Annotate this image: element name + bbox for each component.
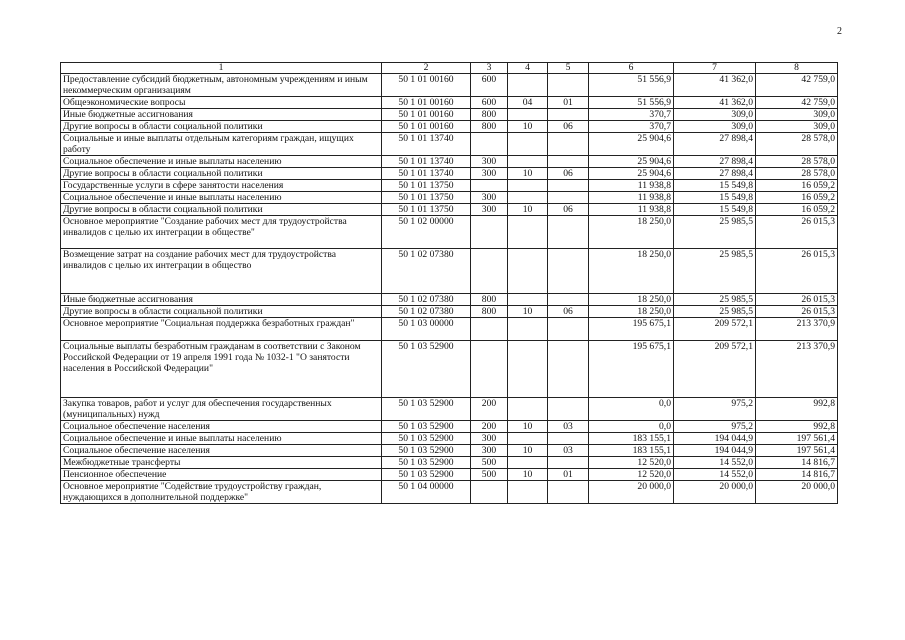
row-name: Социальные выплаты безработным гражданам в соответствии с Законом Российской Федерации от 19 апреля 1991 года № 1032-1 "О занятости населения в Российской Федерации": [61, 341, 382, 398]
amount-year-2: 194 044,9: [674, 445, 756, 457]
table-row: [61, 216, 838, 249]
subsection: [548, 457, 589, 469]
table-row: [61, 74, 838, 97]
amount-year-1: 195 675,1: [589, 318, 674, 341]
row-name: Иные бюджетные ассигнования: [61, 109, 382, 121]
section: [508, 457, 548, 469]
row-name: Возмещение затрат на создание рабочих мест для трудоустройства инвалидов с целью их интеграции в общество: [61, 249, 382, 294]
amount-year-2: 25 985,5: [674, 306, 756, 318]
section: [508, 294, 548, 306]
amount-year-3: 42 759,0: [756, 97, 838, 109]
table-row: [61, 180, 838, 192]
amount-year-3: 28 578,0: [756, 168, 838, 180]
target-code: 50 1 03 52900: [382, 421, 471, 433]
target-code: 50 1 01 13750: [382, 204, 471, 216]
amount-year-2: 14 552,0: [674, 457, 756, 469]
row-name: Иные бюджетные ассигнования: [61, 294, 382, 306]
section: [508, 318, 548, 341]
row-name: Основное мероприятие "Содействие трудоустройству граждан, нуждающихся в дополнительной поддержке": [61, 481, 382, 504]
target-code: 50 1 01 00160: [382, 109, 471, 121]
section: 10: [508, 469, 548, 481]
header-cell: 8: [756, 63, 838, 74]
subsection: 06: [548, 204, 589, 216]
amount-year-3: 992,8: [756, 421, 838, 433]
subsection: [548, 192, 589, 204]
header-cell: 7: [674, 63, 756, 74]
table-row: [61, 294, 838, 306]
row-name: Другие вопросы в области социальной политики: [61, 204, 382, 216]
header-cell: 2: [382, 63, 471, 74]
amount-year-3: 26 015,3: [756, 216, 838, 249]
amount-year-2: 27 898,4: [674, 156, 756, 168]
expense-type: 800: [471, 294, 508, 306]
section: [508, 192, 548, 204]
amount-year-1: 183 155,1: [589, 433, 674, 445]
table-row: [61, 469, 838, 481]
target-code: 50 1 04 00000: [382, 481, 471, 504]
budget-table: [60, 62, 838, 504]
amount-year-2: 975,2: [674, 421, 756, 433]
section: 10: [508, 421, 548, 433]
expense-type: 300: [471, 445, 508, 457]
amount-year-3: 28 578,0: [756, 133, 838, 156]
row-name: Закупка товаров, работ и услуг для обеспечения государственных (муниципальных) нужд: [61, 398, 382, 421]
expense-type: 300: [471, 433, 508, 445]
table-row: [61, 306, 838, 318]
amount-year-1: 18 250,0: [589, 249, 674, 294]
subsection: 06: [548, 121, 589, 133]
amount-year-2: 27 898,4: [674, 168, 756, 180]
amount-year-2: 14 552,0: [674, 469, 756, 481]
row-name: Предоставление субсидий бюджетным, автономным учреждениям и иным некоммерческим организациям: [61, 74, 382, 97]
table-row: [61, 421, 838, 433]
target-code: 50 1 01 00160: [382, 97, 471, 109]
table-row: [61, 133, 838, 156]
table-row: [61, 168, 838, 180]
subsection: 06: [548, 306, 589, 318]
row-name: Основное мероприятие "Социальная поддержка безработных граждан": [61, 318, 382, 341]
section: 04: [508, 97, 548, 109]
subsection: 03: [548, 421, 589, 433]
expense-type: 300: [471, 192, 508, 204]
section: 10: [508, 445, 548, 457]
section: [508, 133, 548, 156]
table-row: [61, 192, 838, 204]
amount-year-3: 14 816,7: [756, 457, 838, 469]
table-row: [61, 433, 838, 445]
expense-type: 200: [471, 398, 508, 421]
target-code: 50 1 02 07380: [382, 249, 471, 294]
target-code: 50 1 01 13740: [382, 168, 471, 180]
row-name: Межбюджетные трансферты: [61, 457, 382, 469]
amount-year-3: 213 370,9: [756, 318, 838, 341]
amount-year-1: 25 904,6: [589, 168, 674, 180]
target-code: 50 1 01 13740: [382, 133, 471, 156]
expense-type: 300: [471, 168, 508, 180]
subsection: [548, 433, 589, 445]
amount-year-2: 25 985,5: [674, 249, 756, 294]
target-code: 50 1 02 07380: [382, 306, 471, 318]
row-name: Основное мероприятие "Создание рабочих мест для трудоустройства инвалидов с целью их интеграции в обществе": [61, 216, 382, 249]
row-name: Социальное обеспечение и иные выплаты населению: [61, 433, 382, 445]
header-cell: 6: [589, 63, 674, 74]
amount-year-1: 12 520,0: [589, 457, 674, 469]
expense-type: [471, 216, 508, 249]
subsection: [548, 133, 589, 156]
amount-year-3: 28 578,0: [756, 156, 838, 168]
expense-type: 800: [471, 121, 508, 133]
amount-year-2: 309,0: [674, 109, 756, 121]
table-row: [61, 97, 838, 109]
amount-year-2: 41 362,0: [674, 97, 756, 109]
subsection: [548, 318, 589, 341]
expense-type: 500: [471, 469, 508, 481]
expense-type: [471, 481, 508, 504]
section: 10: [508, 306, 548, 318]
section: [508, 156, 548, 168]
amount-year-1: 25 904,6: [589, 156, 674, 168]
subsection: [548, 216, 589, 249]
target-code: 50 1 02 07380: [382, 294, 471, 306]
section: [508, 433, 548, 445]
subsection: [548, 180, 589, 192]
section: 10: [508, 204, 548, 216]
expense-type: [471, 180, 508, 192]
expense-type: 300: [471, 156, 508, 168]
row-name: Социальные и иные выплаты отдельным категориям граждан, ищущих работу: [61, 133, 382, 156]
amount-year-3: 42 759,0: [756, 74, 838, 97]
amount-year-1: 18 250,0: [589, 216, 674, 249]
expense-type: 300: [471, 204, 508, 216]
amount-year-1: 0,0: [589, 421, 674, 433]
amount-year-3: 309,0: [756, 121, 838, 133]
amount-year-3: 26 015,3: [756, 294, 838, 306]
amount-year-1: 370,7: [589, 109, 674, 121]
subsection: [548, 74, 589, 97]
target-code: 50 1 01 13740: [382, 156, 471, 168]
row-name: Социальное обеспечение и иные выплаты населению: [61, 156, 382, 168]
subsection: 01: [548, 97, 589, 109]
amount-year-3: 309,0: [756, 109, 838, 121]
section: 10: [508, 168, 548, 180]
table-row: [61, 121, 838, 133]
row-name: Социальное обеспечение населения: [61, 421, 382, 433]
amount-year-2: 20 000,0: [674, 481, 756, 504]
amount-year-2: 27 898,4: [674, 133, 756, 156]
section: [508, 180, 548, 192]
amount-year-1: 11 938,8: [589, 180, 674, 192]
amount-year-1: 51 556,9: [589, 97, 674, 109]
amount-year-2: 15 549,8: [674, 180, 756, 192]
amount-year-1: 25 904,6: [589, 133, 674, 156]
expense-type: [471, 318, 508, 341]
subsection: 01: [548, 469, 589, 481]
section: 10: [508, 121, 548, 133]
amount-year-3: 992,8: [756, 398, 838, 421]
subsection: [548, 481, 589, 504]
header-cell: 5: [548, 63, 589, 74]
header-cell: 3: [471, 63, 508, 74]
amount-year-3: 26 015,3: [756, 249, 838, 294]
subsection: 06: [548, 168, 589, 180]
section: [508, 398, 548, 421]
subsection: [548, 341, 589, 398]
target-code: 50 1 03 52900: [382, 398, 471, 421]
header-cell: 4: [508, 63, 548, 74]
target-code: 50 1 02 00000: [382, 216, 471, 249]
section: [508, 481, 548, 504]
subsection: [548, 249, 589, 294]
section: [508, 249, 548, 294]
amount-year-1: 12 520,0: [589, 469, 674, 481]
row-name: Пенсионное обеспечение: [61, 469, 382, 481]
target-code: 50 1 03 52900: [382, 457, 471, 469]
amount-year-2: 15 549,8: [674, 204, 756, 216]
amount-year-3: 26 015,3: [756, 306, 838, 318]
amount-year-2: 194 044,9: [674, 433, 756, 445]
expense-type: [471, 249, 508, 294]
subsection: [548, 156, 589, 168]
amount-year-2: 209 572,1: [674, 341, 756, 398]
table-row: [61, 109, 838, 121]
subsection: 03: [548, 445, 589, 457]
expense-type: [471, 341, 508, 398]
target-code: 50 1 03 52900: [382, 445, 471, 457]
amount-year-3: 16 059,2: [756, 204, 838, 216]
amount-year-3: 16 059,2: [756, 180, 838, 192]
amount-year-2: 209 572,1: [674, 318, 756, 341]
amount-year-2: 41 362,0: [674, 74, 756, 97]
table-row: [61, 457, 838, 469]
expense-type: 200: [471, 421, 508, 433]
row-name: Другие вопросы в области социальной политики: [61, 121, 382, 133]
subsection: [548, 294, 589, 306]
amount-year-1: 11 938,8: [589, 204, 674, 216]
amount-year-2: 15 549,8: [674, 192, 756, 204]
row-name: Другие вопросы в области социальной политики: [61, 168, 382, 180]
amount-year-3: 213 370,9: [756, 341, 838, 398]
table-row: [61, 318, 838, 341]
row-name: Другие вопросы в области социальной политики: [61, 306, 382, 318]
expense-type: 800: [471, 306, 508, 318]
amount-year-1: 18 250,0: [589, 294, 674, 306]
amount-year-2: 975,2: [674, 398, 756, 421]
table-row: [61, 481, 838, 504]
row-name: Государственные услуги в сфере занятости населения: [61, 180, 382, 192]
amount-year-1: 18 250,0: [589, 306, 674, 318]
target-code: 50 1 01 00160: [382, 121, 471, 133]
expense-type: [471, 133, 508, 156]
header-row: [61, 63, 838, 74]
target-code: 50 1 01 13750: [382, 180, 471, 192]
amount-year-1: 51 556,9: [589, 74, 674, 97]
row-name: Социальное обеспечение и иные выплаты населению: [61, 192, 382, 204]
amount-year-3: 16 059,2: [756, 192, 838, 204]
table-row: [61, 249, 838, 294]
amount-year-3: 14 816,7: [756, 469, 838, 481]
amount-year-2: 309,0: [674, 121, 756, 133]
target-code: 50 1 01 13750: [382, 192, 471, 204]
amount-year-3: 197 561,4: [756, 433, 838, 445]
amount-year-1: 11 938,8: [589, 192, 674, 204]
table-row: [61, 341, 838, 398]
amount-year-1: 183 155,1: [589, 445, 674, 457]
section: [508, 341, 548, 398]
section: [508, 109, 548, 121]
subsection: [548, 109, 589, 121]
amount-year-3: 197 561,4: [756, 445, 838, 457]
header-cell: 1: [61, 63, 382, 74]
subsection: [548, 398, 589, 421]
row-name: Социальное обеспечение населения: [61, 445, 382, 457]
amount-year-1: 0,0: [589, 398, 674, 421]
target-code: 50 1 03 52900: [382, 469, 471, 481]
target-code: 50 1 03 52900: [382, 433, 471, 445]
amount-year-3: 20 000,0: [756, 481, 838, 504]
section: [508, 216, 548, 249]
target-code: 50 1 03 00000: [382, 318, 471, 341]
table-row: [61, 156, 838, 168]
table-row: [61, 398, 838, 421]
target-code: 50 1 01 00160: [382, 74, 471, 97]
expense-type: 800: [471, 109, 508, 121]
expense-type: 500: [471, 457, 508, 469]
amount-year-2: 25 985,5: [674, 216, 756, 249]
section: [508, 74, 548, 97]
amount-year-1: 370,7: [589, 121, 674, 133]
amount-year-2: 25 985,5: [674, 294, 756, 306]
amount-year-1: 20 000,0: [589, 481, 674, 504]
table-row: [61, 445, 838, 457]
expense-type: 600: [471, 74, 508, 97]
row-name: Общеэкономические вопросы: [61, 97, 382, 109]
target-code: 50 1 03 52900: [382, 341, 471, 398]
amount-year-1: 195 675,1: [589, 341, 674, 398]
expense-type: 600: [471, 97, 508, 109]
table-row: [61, 204, 838, 216]
page-number: 2: [837, 26, 842, 37]
